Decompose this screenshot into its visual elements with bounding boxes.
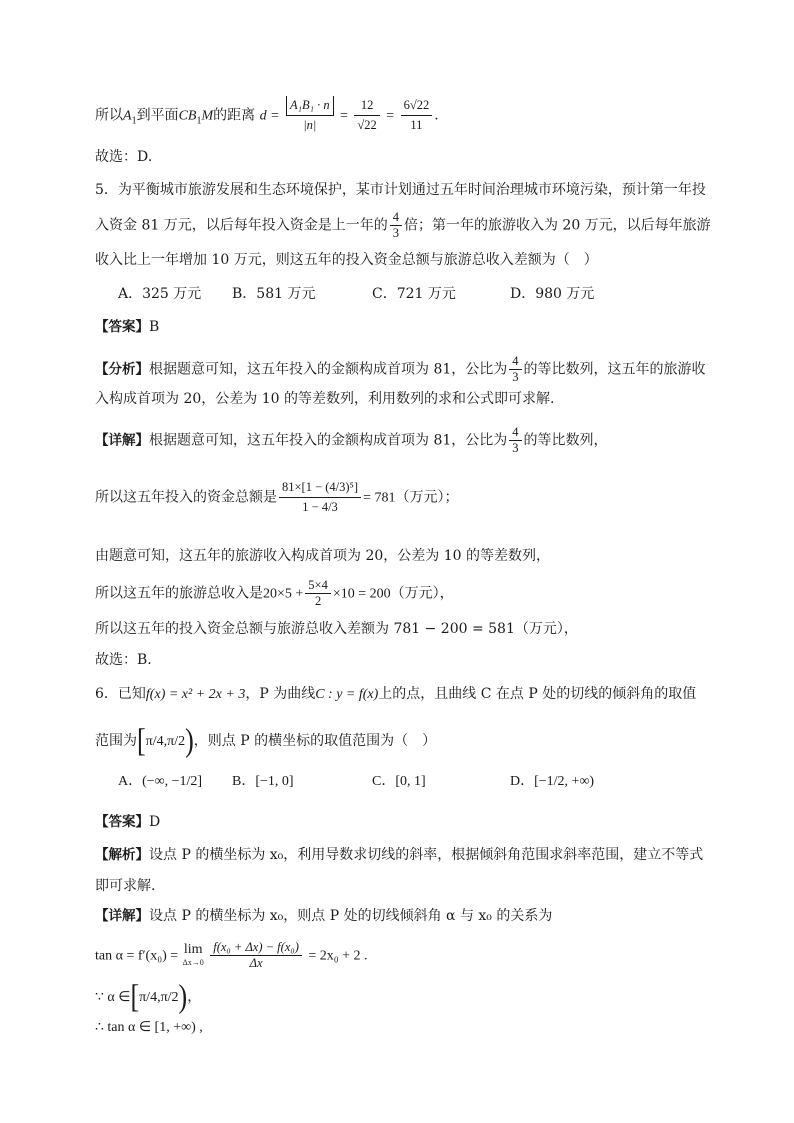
prev-frac-den: |n|: [303, 118, 317, 132]
prev-res-den: 11: [410, 118, 423, 132]
q5-ratio-fraction: [390, 210, 402, 241]
q6-limit-fraction: [210, 940, 302, 971]
q6-tan-b: = 2x₀ + 2 .: [308, 948, 368, 964]
q6-option-b[interactable]: B．[−1, 0]: [232, 774, 294, 789]
prev-value-fraction: [354, 96, 379, 135]
q6-analysis-tag: 【解析】: [95, 847, 149, 863]
prev-plane: CB: [178, 108, 197, 124]
prev-eq1: =: [340, 108, 348, 124]
q5-sum-line: [95, 478, 459, 517]
q5-analysis-b: 的等比数列，这五年的旅游收: [523, 361, 706, 378]
q5-sum-fraction: [279, 478, 361, 517]
q6-lim: lim: [183, 941, 203, 957]
q6-line1-c: 上的点，且曲线 C 在点 P 处的切线的倾斜角的取值: [378, 686, 697, 702]
q5-line2-a: 入资金 81 万元，以后每年投入资金是上一年的: [95, 217, 388, 234]
q6-analysis-line1: [95, 845, 703, 865]
prev-to-plane: 到平面: [136, 107, 179, 124]
q5-answer-line: [95, 317, 159, 337]
q6-option-d[interactable]: D．[−1/2, +∞): [510, 774, 595, 789]
q6-lim-sub: Δx→0: [182, 957, 204, 967]
q5-detail-fraction: [509, 425, 521, 456]
q5-tour-b: ×10 = 200（万元），: [332, 586, 454, 602]
q5-analysis-line2: 入构成首项为 20，公差为 10 的等差数列，利用数列的求和公式即可求解.: [95, 391, 555, 407]
prev-eq2: =: [386, 108, 395, 124]
prev-frac-num: A₁B₁ · n: [286, 96, 334, 116]
prev-val-num: 12: [354, 96, 379, 116]
prev-period: .: [434, 107, 439, 124]
q6-stem-line2: 范围为[π/4,π/2)，则点 P 的横坐标的取值范围为（ ）: [95, 722, 437, 759]
prev-result-fraction: [401, 96, 433, 135]
q6-because: ∵ α ∈: [95, 990, 131, 1005]
q6-because-open-bracket: [: [130, 978, 140, 1015]
q5-option-d[interactable]: D．980 万元: [510, 286, 595, 302]
q5-option-a[interactable]: A．325 万元: [118, 286, 202, 302]
q5-ratio-num: 4: [390, 210, 402, 226]
prev-point: A: [123, 108, 132, 124]
q6-option-a[interactable]: A．(−∞, −1/2]: [118, 774, 203, 789]
q6-detail-text: 设点 P 的横坐标为 x₀，则点 P 处的切线倾斜角 α 与 x₀ 的关系为: [149, 908, 553, 924]
q5-detail-frac-num: 4: [509, 425, 521, 441]
q5-stem-line2: [95, 210, 711, 241]
q5-detail-b: 的等比数列，: [523, 432, 608, 449]
prev-plane-end: M: [201, 108, 214, 124]
prev-dist-label: 的距离: [213, 107, 256, 124]
prev-val-den: √22: [357, 118, 377, 132]
q6-tan-line: [95, 940, 368, 971]
prev-d: d =: [259, 108, 280, 124]
q6-stem-line1: [95, 684, 696, 705]
q6-analysis-line2: 即可求解.: [95, 878, 156, 894]
q6-option-c[interactable]: C．[0, 1]: [372, 774, 426, 789]
prev-res-num: 6√22: [401, 96, 433, 116]
q5-answer-tag: 【答案】: [95, 319, 149, 335]
q5-stem-line1: 5．为平衡城市旅游发展和生态环境保护，某市计划通过五年时间治理城市环境污染，预计第一年投: [95, 182, 706, 198]
q5-option-b[interactable]: B．581 万元: [232, 286, 316, 302]
q6-range-lo: π/4: [145, 734, 164, 749]
prev-distance-line: [95, 96, 439, 135]
q5-sum-label: 所以这五年投入的资金总额是: [95, 489, 277, 506]
q6-line1-a: 6．已知: [95, 686, 146, 702]
q5-detail-a: 根据题意可知，这五年投入的金额构成首项为 81，公比为: [149, 432, 508, 449]
q5-final: 故选：B.: [95, 652, 152, 668]
q5-diff-line: 所以这五年的投入资金总额与旅游总收入差额为 781 − 200 = 581（万元），: [95, 621, 578, 637]
q6-range-hi: π/2: [167, 734, 186, 749]
q6-because-lo: π/4: [139, 990, 158, 1005]
q6-because-hi: π/2: [160, 990, 179, 1005]
q6-because-line: ∵ α ∈[π/4,π/2)，: [95, 978, 202, 1015]
q6-range-open-bracket: [: [137, 722, 146, 759]
prev-intro: 所以: [95, 107, 123, 124]
q5-option-c[interactable]: C．721 万元: [372, 286, 456, 302]
q6-line1-b: ，P 为曲线: [245, 686, 316, 702]
q5-line2-b: 倍；第一年的旅游收入为 20 万元，以后每年旅游: [403, 217, 711, 234]
q6-range-close-bracket: ): [185, 722, 194, 759]
q5-tour-label: 所以这五年的旅游总收入是: [95, 585, 263, 602]
q6-because-close-bracket: ): [178, 978, 188, 1015]
q5-analysis-frac-den: 3: [512, 370, 519, 384]
q6-lim-den: Δx: [249, 956, 263, 970]
q6-func: f(x) = x² + 2x + 3: [145, 687, 246, 702]
prev-distance-fraction: [286, 96, 334, 135]
q6-line2-a: 范围为: [95, 733, 137, 749]
q6-because-end: ，: [187, 989, 202, 1005]
q6-answer: D: [149, 814, 161, 830]
q5-sum-num: 81×[1 − (4/3)⁵]: [279, 478, 361, 498]
q6-answer-tag: 【答案】: [95, 814, 149, 830]
q5-analysis-fraction: [509, 354, 521, 385]
q5-stem-line3: 收入比上一年增加 10 万元，则这五年的投入资金总额与旅游总收入差额为（ ）: [95, 252, 598, 268]
q6-line2-b: ，则点 P 的横坐标的取值范围为（ ）: [193, 733, 437, 749]
q6-analysis-text: 设点 P 的横坐标为 x₀，利用导数求切线的斜率，根据倾斜角范围求斜率范围，建立不等式: [149, 847, 704, 863]
q5-tour-frac-num: 5×4: [305, 578, 331, 594]
q5-sum-den: 1 − 4/3: [302, 500, 338, 514]
q5-ratio-den: 3: [392, 226, 399, 240]
q5-analysis-frac-num: 4: [509, 354, 521, 370]
q5-analysis-line1: [95, 354, 706, 385]
q6-therefore-line: ∴ tan α ∈ [1, +∞) ,: [95, 1020, 203, 1035]
q6-tan-a: tan α = f′(x₀) =: [95, 948, 179, 964]
q5-detail-frac-den: 3: [512, 441, 519, 455]
q6-curve: C : y = f(x): [315, 687, 379, 702]
q5-analysis-a: 根据题意可知，这五年投入的金额构成首项为 81，公比为: [149, 361, 508, 378]
q6-answer-line: [95, 812, 160, 832]
prev-plane-sub: 1: [196, 115, 202, 127]
prev-answer: 故选：D.: [95, 149, 153, 165]
q6-detail-tag: 【详解】: [95, 908, 149, 924]
q5-tour-line: [95, 578, 454, 609]
q5-sum-result: = 781（万元）；: [363, 490, 459, 506]
q5-arith-line: 由题意可知，这五年的旅游收入构成首项为 20，公差为 10 的等差数列，: [95, 548, 550, 564]
q6-lim-num: f(x₀ + Δx) − f(x₀): [210, 940, 302, 956]
q6-limit: [183, 943, 204, 969]
q5-detail-line1: [95, 425, 608, 456]
q5-analysis-tag: 【分析】: [95, 361, 149, 378]
q5-tour-frac-den: 2: [314, 594, 322, 608]
q5-tour-a: 20×5 +: [263, 586, 304, 602]
q5-answer: B: [149, 319, 160, 335]
prev-point-sub: 1: [131, 115, 137, 127]
q6-detail-line1: [95, 906, 552, 926]
q5-tour-fraction: [305, 578, 331, 609]
q5-detail-tag: 【详解】: [95, 432, 149, 449]
